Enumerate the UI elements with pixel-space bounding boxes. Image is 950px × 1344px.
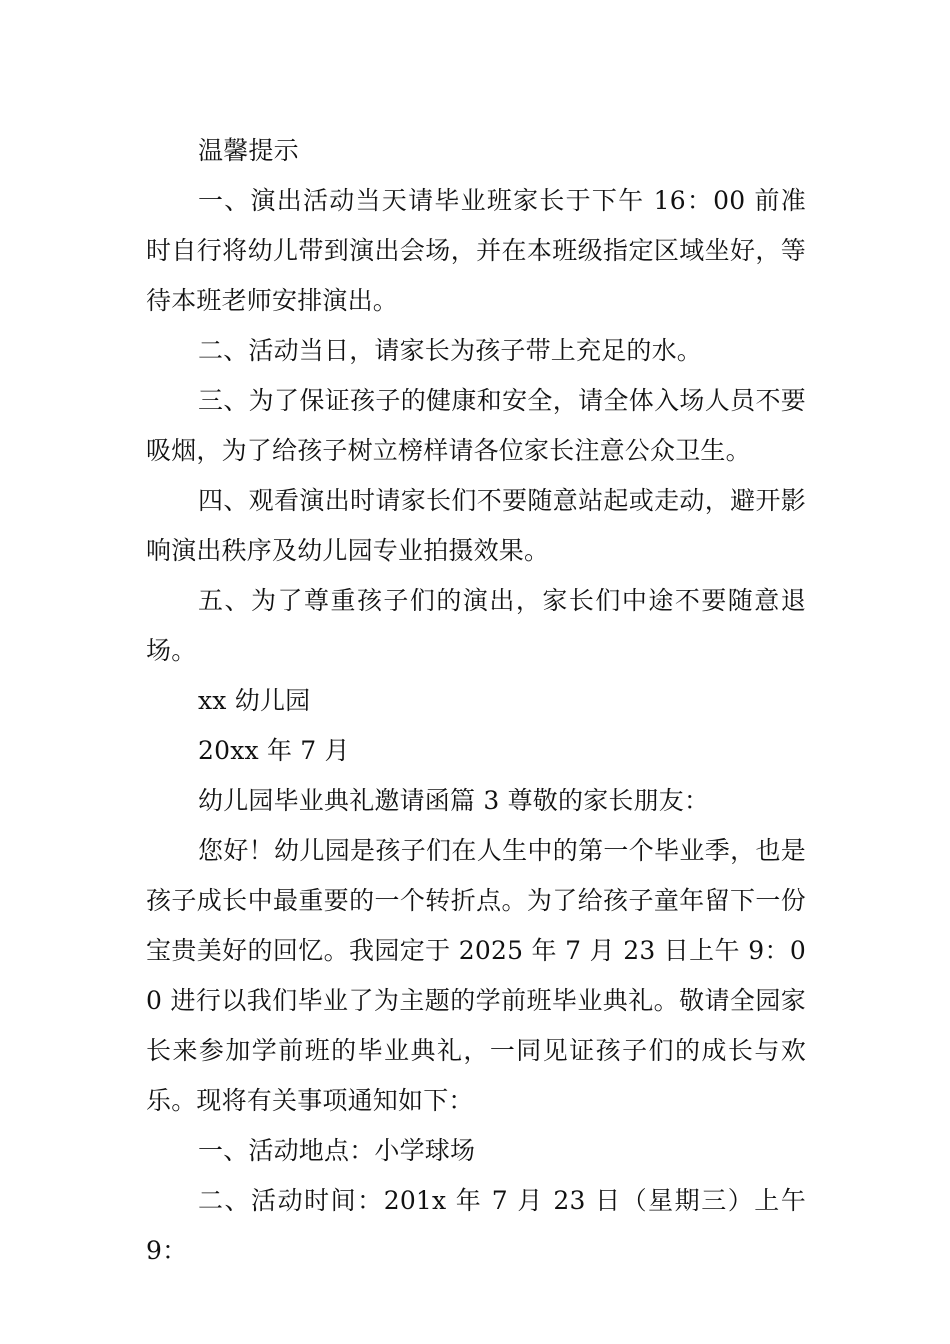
invitation-body: 您好！幼儿园是孩子们在人生中的第一个毕业季，也是孩子成长中最重要的一个转折点。为了给孩子童年留下一份宝贵美好的回忆。我园定于 2025 年 7 月 23 日上午 9：00 进行以我们毕业了为主题的学前班毕业典礼。敬请全园家长来参加学前班的毕业典礼，一同见证孩子们的成长与欢乐。现将有关事项通知如下： [146,836,806,1115]
notice-item-5: 五、为了尊重孩子们的演出，家长们中途不要随意退场。 [146,586,806,665]
notice-heading: 温馨提示 [198,136,299,165]
invitation-title: 幼儿园毕业典礼邀请函篇 3 尊敬的家长朋友： [198,786,710,815]
signature-date: 20xx 年 7 月 [198,736,350,765]
signature-organization: xx 幼儿园 [198,686,311,715]
notice-item-3: 三、为了保证孩子的健康和安全，请全体入场人员不要吸烟，为了给孩子树立榜样请各位家长注意公众卫生。 [146,386,806,465]
event-location: 一、活动地点：小学球场 [198,1136,476,1165]
notice-item-4: 四、观看演出时请家长们不要随意站起或走动，避开影响演出秩序及幼儿园专业拍摄效果。 [146,486,806,565]
notice-item-2: 二、活动当日，请家长为孩子带上充足的水。 [198,336,703,365]
notice-item-1: 一、演出活动当天请毕业班家长于下午 16：00 前准时自行将幼儿带到演出会场，并在本班级指定区域坐好，等待本班老师安排演出。 [146,186,806,315]
document-body [146,126,806,1276]
event-time: 二、活动时间：201x 年 7 月 23 日（星期三）上午 9： [146,1186,806,1265]
